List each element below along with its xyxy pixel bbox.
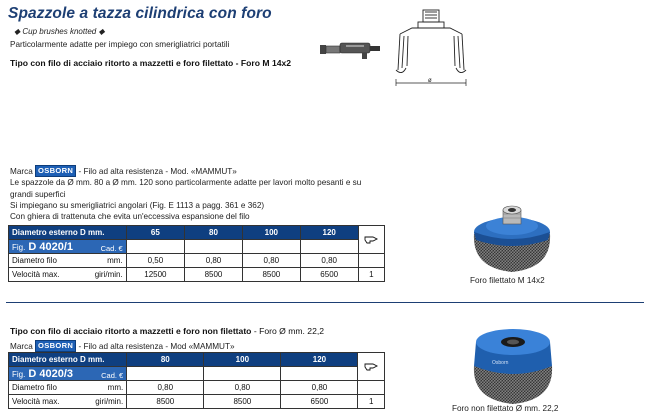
- fig-code-cell: [9, 240, 127, 254]
- marca-line: [10, 340, 235, 352]
- cad-label: Cad. €: [101, 370, 124, 380]
- hand-pointer-icon: [364, 234, 378, 244]
- cup-brush-drawing: [392, 6, 470, 88]
- column-header: 100: [204, 353, 281, 367]
- table-header-row: [9, 353, 385, 367]
- table-header-row: [9, 226, 385, 240]
- table-header-label: Diametro esterno D mm.: [9, 226, 127, 240]
- price-cell: [127, 367, 204, 381]
- fig-row: [9, 240, 385, 254]
- table-cell: 12500: [126, 268, 184, 282]
- table-cell: 0,80: [300, 254, 358, 268]
- column-header: 80: [185, 226, 243, 240]
- spec-table-1: [8, 225, 385, 282]
- osborn-logo: OSBORN: [35, 165, 76, 177]
- page-subtitle: [14, 27, 105, 36]
- intro-text: Particolarmente adatte per impiego con smerigliatrici portatili: [10, 40, 230, 49]
- cup-brush-photo-unthreaded: [470, 326, 556, 404]
- price-cell: [300, 240, 358, 254]
- image-caption: Foro filettato M 14x2: [470, 276, 545, 285]
- table-row: [9, 381, 385, 395]
- row-unit: giri/min.: [94, 270, 123, 279]
- description-line: grandi superfici: [10, 190, 66, 199]
- table-cell: 1: [358, 395, 385, 409]
- price-cell: [185, 240, 243, 254]
- hand-pointer-icon: [364, 361, 378, 371]
- column-header: 120: [281, 353, 358, 367]
- table-cell: [358, 381, 385, 395]
- row-unit: mm.: [107, 383, 124, 392]
- price-cell: [204, 367, 281, 381]
- fig-code-cell: [9, 367, 127, 381]
- column-header: 120: [300, 226, 358, 240]
- table-cell: 0,80: [185, 254, 243, 268]
- marca-description: - Filo ad alta resistenza - Mod. «MAMMUT»: [78, 167, 237, 176]
- table-cell: 8500: [127, 395, 204, 409]
- row-label-cell: [9, 381, 127, 395]
- description-line: Si impiegano su smerigliatrici angolari (Fig. E 1113 a pagg. 361 e 362): [10, 201, 265, 210]
- column-header: 100: [242, 226, 300, 240]
- angle-grinder-icon: [320, 36, 382, 60]
- table-header-label: Diametro esterno D mm.: [9, 353, 127, 367]
- table-cell: 0,50: [126, 254, 184, 268]
- fig-row: [9, 367, 385, 381]
- marca-label: Marca: [10, 167, 33, 176]
- fig-code: D 4020/1: [28, 240, 74, 253]
- hand-cell: [358, 226, 384, 254]
- row-label: Diametro filo: [12, 383, 57, 392]
- row-label-cell: [9, 254, 127, 268]
- section2-title-tail: - Foro Ø mm. 22,2: [253, 326, 325, 336]
- cup-brush-photo-threaded: [470, 196, 554, 276]
- osborn-logo: OSBORN: [35, 340, 76, 352]
- description-line: Le spazzole da Ø mm. 80 a Ø mm. 120 sono particolarmente adatte per lavori molto pesanti e su: [10, 178, 362, 187]
- table-cell: [358, 254, 384, 268]
- fig-prefix: Fig.: [12, 242, 26, 252]
- table-cell: 0,80: [242, 254, 300, 268]
- description-line: Con ghiera di trattenuta che evita un'eccessiva espansione del filo: [10, 212, 250, 221]
- diamond-icon: ◆: [14, 27, 21, 36]
- fig-code: D 4020/3: [28, 367, 74, 380]
- section2-title-main: Tipo con filo di acciaio ritorto a mazzetti e foro non filettato: [10, 326, 252, 336]
- table-row: [9, 268, 385, 282]
- row-label: Velocità max.: [12, 270, 60, 279]
- row-label: Velocità max.: [12, 397, 60, 406]
- svg-text:ø: ø: [428, 78, 432, 84]
- table-cell: 6500: [300, 268, 358, 282]
- spec-table-2: [8, 352, 385, 409]
- image-caption: Foro non filettato Ø mm. 22,2: [452, 404, 559, 413]
- table-cell: 8500: [204, 395, 281, 409]
- cad-label: Cad. €: [100, 243, 123, 253]
- row-unit: mm.: [107, 256, 123, 265]
- table-cell: 0,80: [204, 381, 281, 395]
- fig-prefix: Fig.: [12, 369, 26, 379]
- column-header: 80: [127, 353, 204, 367]
- subtitle-text: Cup brushes knotted: [22, 27, 97, 36]
- row-label-cell: [9, 268, 127, 282]
- table-cell: 1: [358, 268, 384, 282]
- table-cell: 0,80: [127, 381, 204, 395]
- table-row: [9, 254, 385, 268]
- column-header: 65: [126, 226, 184, 240]
- table-cell: 8500: [185, 268, 243, 282]
- marca-label: Marca: [10, 342, 33, 351]
- svg-text:Osborn: Osborn: [492, 360, 509, 366]
- price-cell: [242, 240, 300, 254]
- price-cell: [281, 367, 358, 381]
- section1-title: Tipo con filo di acciaio ritorto a mazzetti e foro filettato - Foro M 14x2: [10, 58, 292, 68]
- price-cell: [126, 240, 184, 254]
- table-row: [9, 395, 385, 409]
- row-unit: giri/min.: [95, 397, 124, 406]
- table-cell: 8500: [242, 268, 300, 282]
- page-title: Spazzole a tazza cilindrica con foro: [8, 5, 272, 22]
- hand-cell: [358, 353, 385, 381]
- section-divider: [6, 302, 644, 303]
- section2-title: [10, 326, 324, 336]
- marca-line: [10, 165, 237, 177]
- table-cell: 0,80: [281, 381, 358, 395]
- diamond-icon: ◆: [98, 27, 105, 36]
- table-cell: 6500: [281, 395, 358, 409]
- marca-description: - Filo ad alta resistenza - Mod «MAMMUT»: [78, 342, 235, 351]
- row-label: Diametro filo: [12, 256, 57, 265]
- row-label-cell: [9, 395, 127, 409]
